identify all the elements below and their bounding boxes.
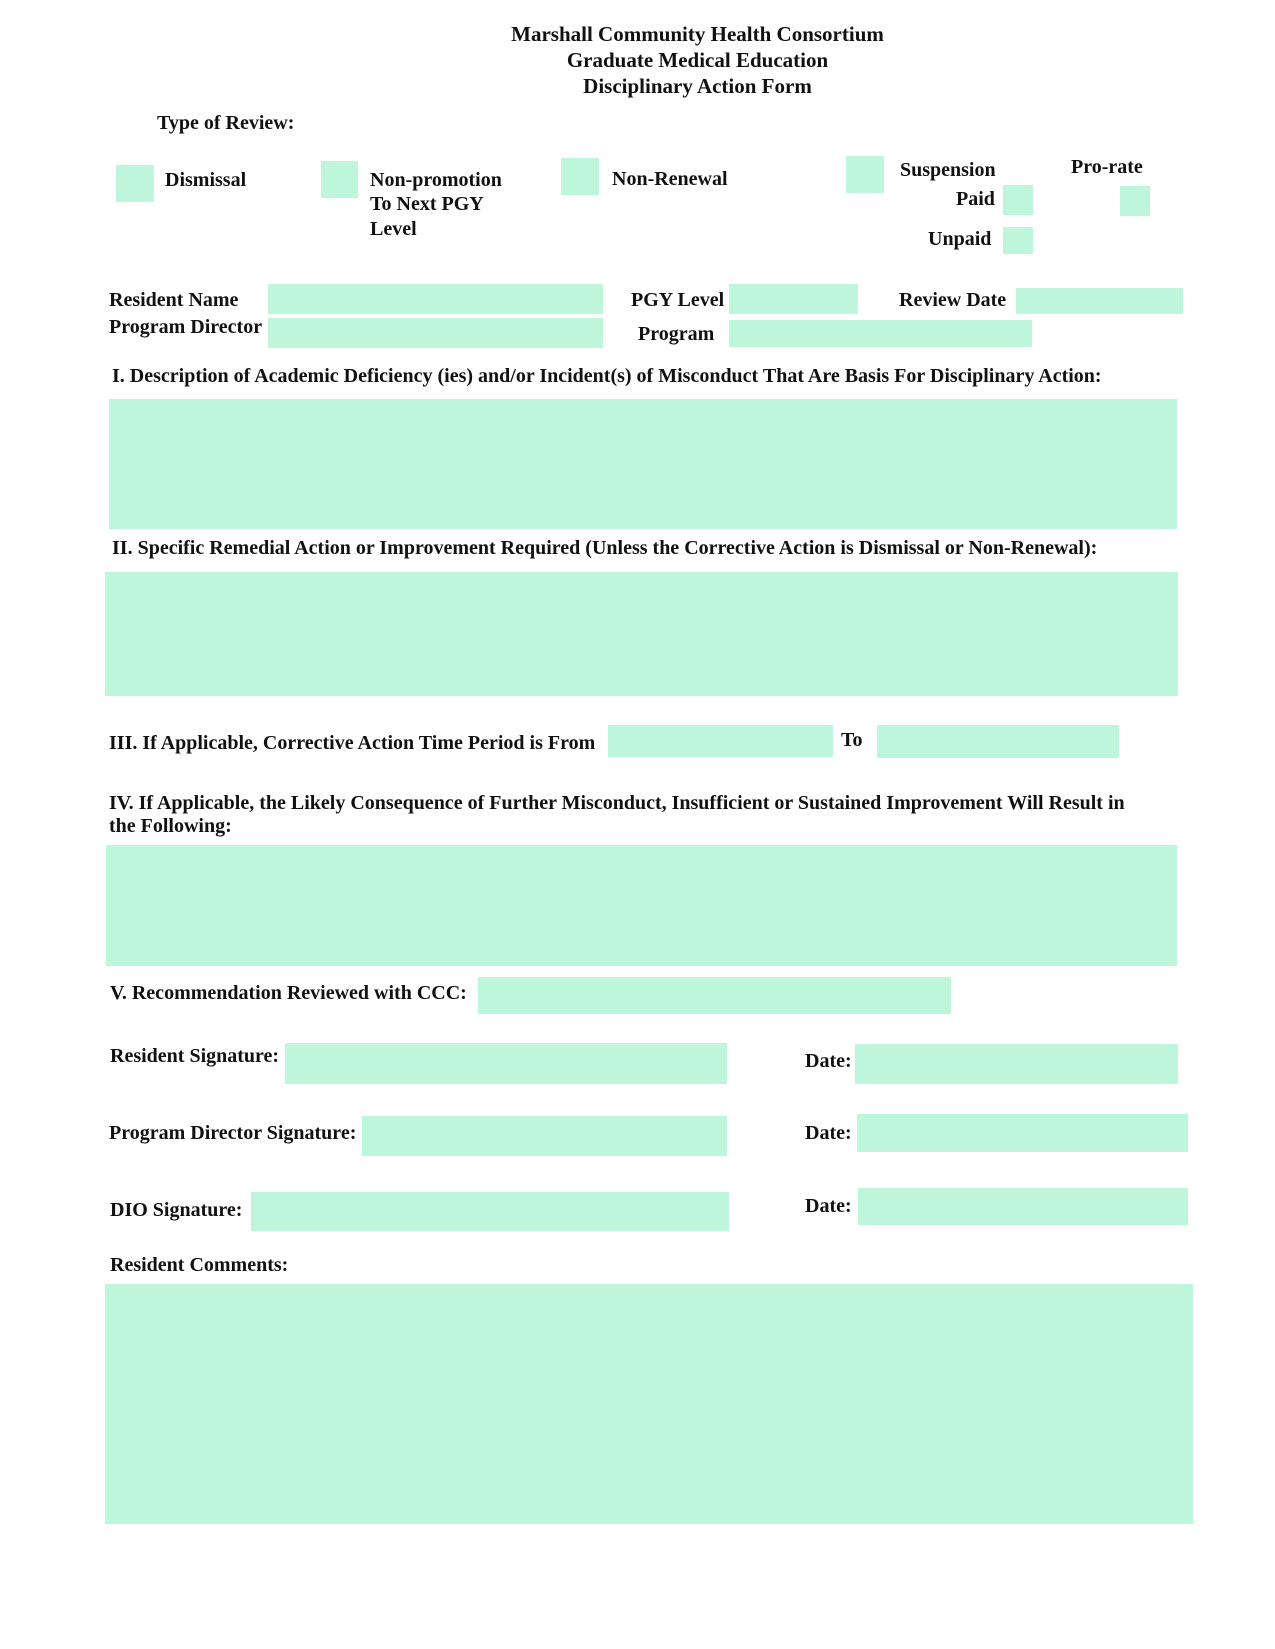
- prorate-label: Pro-rate: [1071, 156, 1143, 178]
- resident-name-label: Resident Name: [109, 289, 239, 311]
- resident-date-input[interactable]: [855, 1044, 1178, 1084]
- resident-comments-label: Resident Comments:: [110, 1254, 289, 1276]
- review-date-label: Review Date: [899, 289, 1007, 311]
- section-2-heading: II. Specific Remedial Action or Improvement Required (Unless the Corrective Action is Dismissal or Non-Renewal):: [112, 537, 1098, 559]
- dio-date-input[interactable]: [858, 1188, 1188, 1225]
- nonpromotion-label-line2: To Next PGY: [370, 193, 484, 215]
- program-director-date-input[interactable]: [857, 1114, 1188, 1152]
- paid-checkbox[interactable]: [1003, 185, 1033, 215]
- nonpromotion-checkbox[interactable]: [321, 161, 358, 198]
- resident-signature-label: Resident Signature:: [110, 1045, 280, 1067]
- resident-signature-input[interactable]: [285, 1043, 727, 1084]
- period-from-input[interactable]: [608, 725, 833, 757]
- resident-name-input[interactable]: [268, 284, 603, 314]
- section-4-heading-line1: IV. If Applicable, the Likely Consequence of Further Misconduct, Insufficient or Sustained Improvement Will Result in: [109, 792, 1125, 814]
- review-date-input[interactable]: [1016, 288, 1183, 314]
- period-to-input[interactable]: [877, 725, 1119, 758]
- form-title: Disciplinary Action Form: [583, 74, 812, 98]
- form-org-title: Marshall Community Health Consortium: [511, 22, 884, 46]
- nonrenewal-label: Non-Renewal: [612, 168, 728, 190]
- dio-signature-label: DIO Signature:: [110, 1199, 243, 1221]
- nonrenewal-checkbox[interactable]: [561, 158, 599, 195]
- program-director-label: Program Director: [109, 316, 263, 338]
- section-4-heading-line2: the Following:: [109, 815, 232, 837]
- form-dept-title: Graduate Medical Education: [566, 48, 829, 72]
- unpaid-checkbox[interactable]: [1003, 227, 1033, 254]
- dio-date-label: Date:: [805, 1195, 852, 1217]
- program-director-input[interactable]: [268, 318, 603, 348]
- program-label: Program: [638, 323, 715, 345]
- pgy-level-input[interactable]: [729, 284, 858, 314]
- review-type-label: Type of Review:: [157, 112, 295, 134]
- program-input[interactable]: [729, 320, 1032, 347]
- nonpromotion-label-line3: Level: [370, 218, 417, 240]
- ccc-review-input[interactable]: [478, 977, 951, 1014]
- deficiency-description-textarea[interactable]: [109, 399, 1177, 529]
- period-to-label: To: [841, 729, 863, 751]
- program-director-signature-label: Program Director Signature:: [109, 1122, 357, 1144]
- remedial-action-textarea[interactable]: [105, 572, 1178, 696]
- program-director-signature-input[interactable]: [362, 1116, 727, 1156]
- program-director-date-label: Date:: [805, 1122, 852, 1144]
- paid-label: Paid: [956, 188, 995, 210]
- resident-comments-textarea[interactable]: [105, 1284, 1193, 1524]
- dio-signature-input[interactable]: [251, 1192, 729, 1231]
- prorate-checkbox[interactable]: [1120, 186, 1150, 216]
- section-3-heading: III. If Applicable, Corrective Action Time Period is From: [109, 732, 596, 754]
- suspension-label: Suspension: [900, 159, 996, 181]
- suspension-checkbox[interactable]: [846, 156, 884, 193]
- nonpromotion-label-line1: Non-promotion: [370, 169, 502, 191]
- consequence-textarea[interactable]: [106, 845, 1177, 966]
- dismissal-checkbox[interactable]: [116, 165, 154, 202]
- resident-date-label: Date:: [805, 1050, 852, 1072]
- section-5-heading: V. Recommendation Reviewed with CCC:: [110, 982, 467, 1004]
- dismissal-label: Dismissal: [165, 169, 247, 191]
- pgy-level-label: PGY Level: [631, 289, 725, 311]
- section-1-heading: I. Description of Academic Deficiency (ies) and/or Incident(s) of Misconduct That Are Basis For Disciplinary Action:: [112, 365, 1102, 387]
- unpaid-label: Unpaid: [928, 228, 992, 250]
